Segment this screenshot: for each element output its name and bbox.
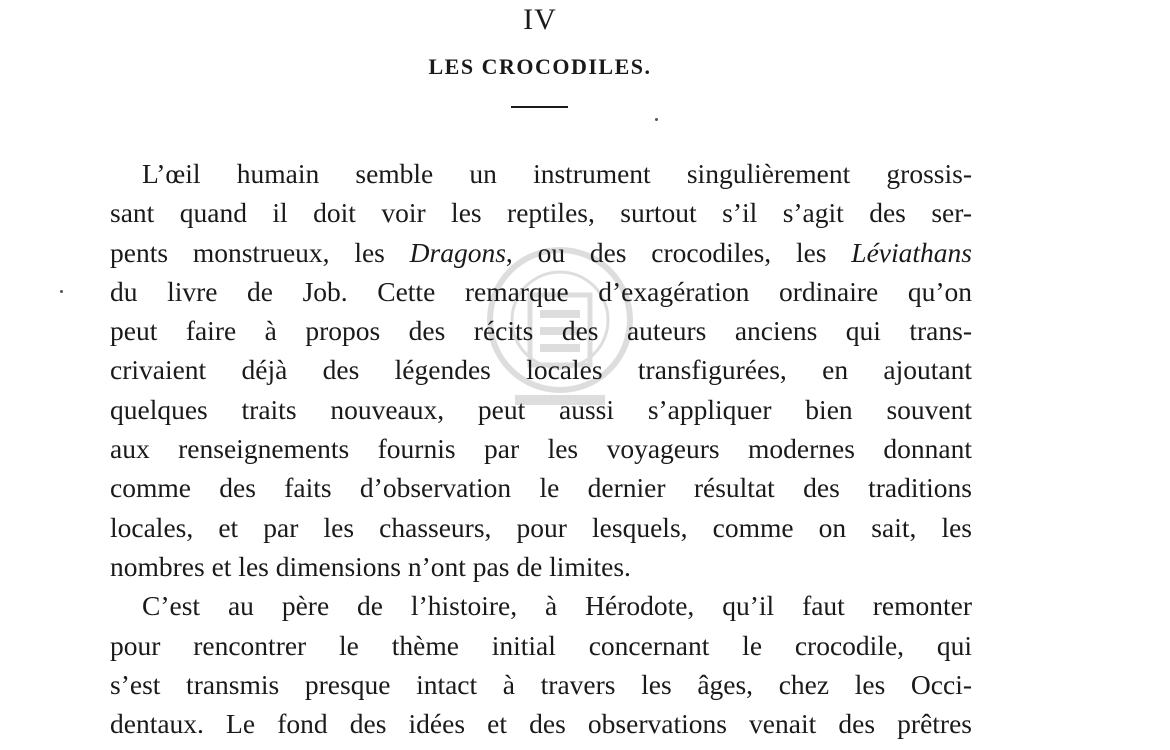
text-run: aux renseignements fournis par les voyageurs modernes donnant bbox=[110, 433, 972, 465]
text-line bbox=[110, 547, 972, 586]
text-run: sant quand il doit voir les reptiles, surtout s’il s’agit des ser- bbox=[110, 197, 972, 229]
text-run: L’œil humain semble un instrument singulièrement grossis- bbox=[142, 158, 972, 189]
text-line bbox=[110, 704, 972, 743]
text-run: nombres et les dimensions n’ont pas de limites. bbox=[110, 550, 631, 582]
text-line bbox=[110, 233, 972, 272]
text-line bbox=[110, 193, 972, 232]
italic-term: Dragons bbox=[409, 236, 506, 268]
text-run: s’est transmis presque intact à travers les âges, chez les Occi- bbox=[110, 668, 972, 700]
text-line bbox=[110, 586, 972, 625]
text-line bbox=[110, 390, 972, 429]
paragraph bbox=[110, 154, 972, 586]
text-run: , ou des crocodiles, les bbox=[505, 236, 852, 268]
title-rule bbox=[511, 106, 568, 108]
text-run: dentaux. Le fond des idées et des observations venait des prêtres bbox=[110, 708, 972, 740]
text-run: du livre de Job. Cette remarque d’exagération ordinaire qu’on bbox=[110, 275, 972, 307]
text-run: locales, et par les chasseurs, pour lesquels, comme on sait, les bbox=[110, 511, 972, 543]
text-run: pents monstrueux, les bbox=[110, 236, 410, 268]
text-line bbox=[110, 468, 972, 507]
chapter-title: LES CROCODILES. bbox=[428, 54, 652, 79]
text-line bbox=[110, 154, 972, 193]
chapter-number: IV bbox=[523, 3, 557, 36]
text-line bbox=[110, 272, 972, 311]
text-run: C’est au père de l’histoire, à Hérodote, qu’il faut remonter bbox=[142, 590, 972, 622]
text-run: peut faire à propos des récits des auteurs anciens qui trans- bbox=[110, 315, 972, 347]
text-line bbox=[110, 429, 972, 468]
paper-speck bbox=[60, 290, 63, 293]
italic-term: Léviathans bbox=[851, 236, 972, 268]
text-line bbox=[110, 311, 972, 350]
paper-speck bbox=[655, 118, 658, 121]
text-run: quelques traits nouveaux, peut aussi s’appliquer bien souvent bbox=[110, 393, 972, 425]
text-run: pour rencontrer le thème initial concernant le crocodile, qui bbox=[110, 629, 972, 661]
paragraph bbox=[110, 586, 972, 743]
text-line bbox=[110, 508, 972, 547]
text-line bbox=[110, 350, 972, 389]
text-line bbox=[110, 626, 972, 665]
text-run: comme des faits d’observation le dernier résultat des traditions bbox=[110, 472, 972, 504]
text-line bbox=[110, 665, 972, 704]
body-text bbox=[110, 154, 972, 743]
text-run: crivaient déjà des légendes locales transfigurées, en ajoutant bbox=[110, 354, 972, 386]
